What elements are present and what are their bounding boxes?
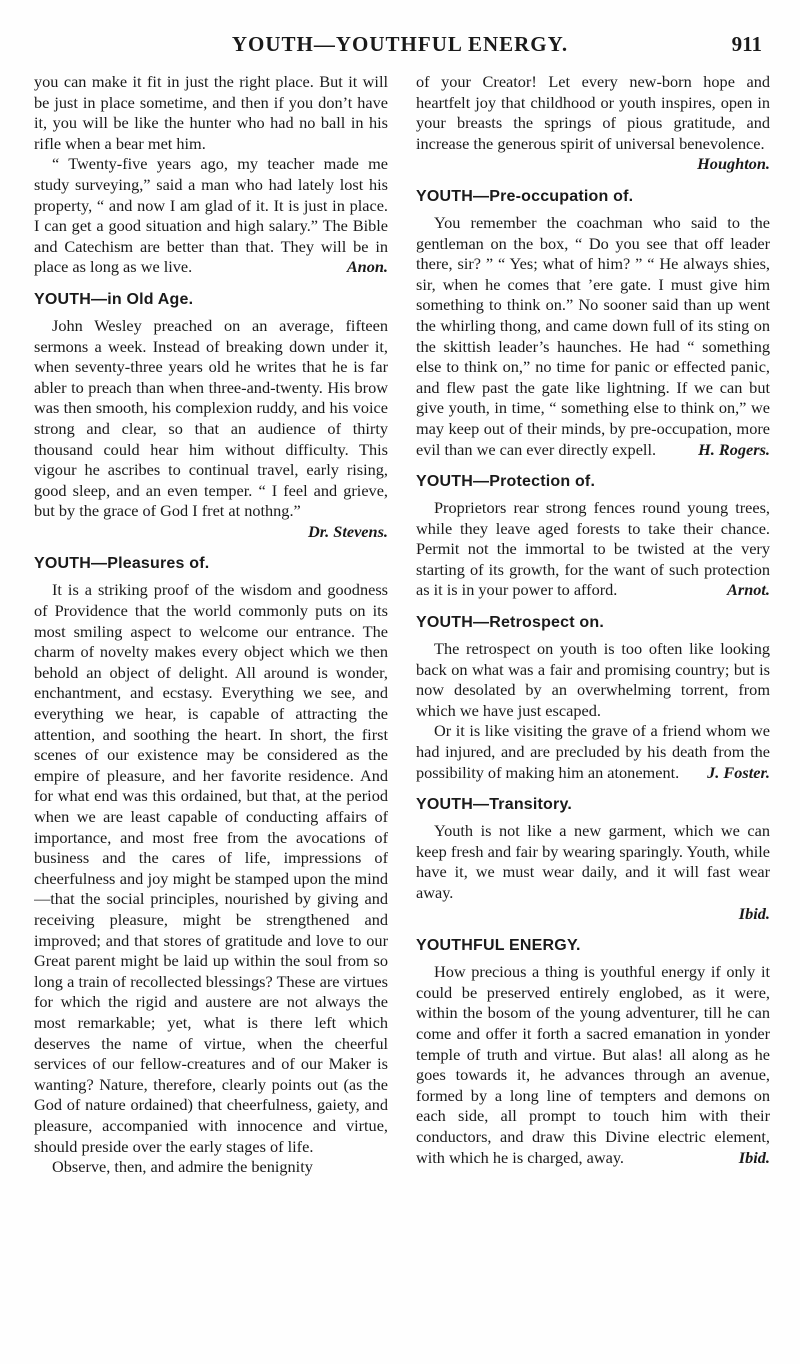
attribution: Arnot. [727, 580, 770, 600]
attribution: Ibid. [738, 1147, 770, 1167]
paragraph-text: “ Twenty-five years ago, my teacher made me study surveying,” said a man who had lately lost his property, “ and now I am glad of it. It is just in place. I can get a good situation and high salary.” The Bible and Catechism are better than that. They will be in place as long as we live. [34, 154, 388, 277]
text-columns [34, 72, 770, 1346]
section-heading: YOUTH—Transitory. [416, 796, 573, 814]
paragraph: of your Creator! Let every new-born hope and heartfelt joy that childhood or youth inspires, open in your breasts the springs of pious gratitude, and increase the generous spirit of universal benevolence. [416, 72, 770, 153]
paragraph: you can make it fit in just the right place. But it will be just in place sometime, and then if you don’t have it, you will be like the hunter who had no ball in his rifle when a bear met him. [34, 72, 388, 153]
paragraph-text: Proprietors rear strong fences round young trees, while they leave aged forests to take their chance. Permit not the immortal to be twisted at the very starting of its growth, for the want of such protection as it is in your power to afford. [416, 498, 770, 600]
attribution: Houghton. [697, 154, 770, 174]
paragraph: The retrospect on youth is too often like looking back on what was a fair and promising country; but is now desolated by an overwhelming torrent, from which we have just escaped. [416, 639, 770, 720]
paragraph: Observe, then, and admire the benignity [52, 1157, 313, 1177]
attribution: Anon. [346, 257, 388, 277]
attribution: Dr. Stevens. [307, 521, 388, 541]
attribution: H. Rogers. [698, 439, 770, 459]
paragraph [416, 213, 770, 460]
paragraph [416, 498, 770, 601]
paragraph: It is a striking proof of the wisdom and goodness of Providence that the world commonly puts on its most smiling aspect to welcome our entrance. The charm of novelty makes every object which we then behold an object of delight. All around is wonder, enchantment, and ecstasy. Everything we see, and everything we hear, is capable of attracting the attention, and soothing the heart. In short, the first scenes of our existence may be considered as the empire of pleasure, and her favorite residence. And for what end was this ordained, but that, at the period when we are least capable of conducting affairs of importance, and most free from the avocations of business and the cares of life, impressions of cheerfulness and joy might be stamped upon the mind—that the social principles, nourished by giving and receiving pleasure, might be strengthened and improved; and that stores of gratitude and love to our Great parent might be laid up within the soul from so long a train of recollected blessings? These are virtues for which the rigid and austere are not always the most remarkable; yet, what is there left which deserves the name of virtue, when the cheerful services of our fellow-creatures and of our Maker is wanting? Nature, therefore, clearly points out (as the God of nature ordained) that cheerfulness, gaiety, and pleasure, accompanied with innocence and virtue, should preside over the early stages of life. [34, 580, 388, 1156]
section-heading: YOUTH—Retrospect on. [416, 614, 605, 632]
running-head [34, 22, 766, 66]
attribution: Ibid. [738, 903, 770, 923]
paragraph-text: How precious a thing is youthful energy if only it could be preserved entirely englobed, as it were, within the bosom of the young adventurer, till he can come and offer it forth a sacred emanation in yonder temple of truth and virtue. But alas! all along as he goes towards it, he advances through an avenue, formed by a long line of tempters and demons on each side, all prompt to touch him with their conductors, and draw this Divine electric element, with which he is charged, away. [416, 962, 770, 1167]
paragraph: Youth is not like a new garment, which we can keep fresh and fair by wearing sparingly. Youth, while have it, we must wear daily, and it will fast wear away. [416, 821, 770, 902]
running-title: YOUTH—YOUTHFUL ENERGY. [231, 32, 569, 56]
paragraph [34, 316, 388, 543]
page-number: 911 [731, 32, 762, 56]
paragraph [34, 154, 388, 278]
section-heading: YOUTHFUL ENERGY. [416, 937, 581, 955]
paragraph-text: John Wesley preached on an average, fifteen sermons a week. Instead of breaking down under it, when seventy-three years old he writes that he is far abler to preach than when three-and-twenty. His brow was then smooth, his complexion ruddy, and his voice strong and clear, so that an audience of thirty thousand could hear him without difficulty. This vigour he ascribes to continual travel, early rising, good sleep, and an even temper. “ I feel and grieve, but by the grace of God I fret at nothng.” [34, 315, 388, 521]
section-heading: YOUTH—Pleasures of. [34, 555, 210, 573]
attribution: J. Foster. [707, 762, 770, 782]
section-heading: YOUTH—Pre-occupation of. [416, 187, 634, 205]
paragraph-text: Or it is like visiting the grave of a friend whom we had injured, and are precluded by his death from the possibility of making him an atonement. [416, 721, 770, 782]
section-heading: YOUTH—Protection of. [416, 473, 596, 491]
right-column [416, 72, 770, 1346]
paragraph [416, 962, 770, 1168]
paragraph [416, 721, 770, 783]
section-heading: YOUTH—in Old Age. [34, 290, 194, 308]
paragraph-text: You remember the coachman who said to the gentleman on the box, “ Do you see that off leader there, sir? ” “ Yes; what of him? ” “ He always shies, sir, when he comes that ’ere gate. I must give him something to think on.” No sooner said than up went the whirling thong, and came down full of its sting on the skittish leader’s haunches. He had “ something else to think on,” no time for panic or effected panic, and flew past the gate like lightning. If we can but give youth, in time, “ something else to think on,” we may keep out of their minds, by pre-occupation, more evil than we can ever directly expell. [416, 212, 770, 459]
left-column [34, 72, 388, 1346]
